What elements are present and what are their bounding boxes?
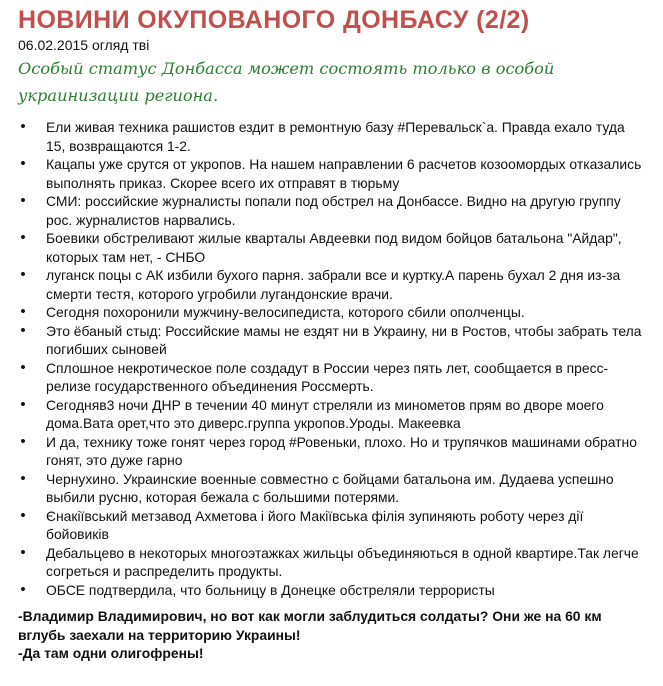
list-item-text: ОБСЕ подтвердила, что больницу в Донецке обстреляли террористы [46,581,495,598]
lead-quote: Особый статус Донбасса может состоять только в особой украинизации региона. [18,59,555,105]
closing-dialogue [18,607,618,663]
list-item-text: Боевики обстреливают жилые кварталы Авдеевки под видом бойцов батальона "Айдар", которых там нет, - СНБО [46,230,622,265]
bullet-icon: • [20,155,26,172]
bullet-icon: • [20,266,26,283]
list-item [18,322,646,359]
list-item [18,118,646,155]
bullet-icon: • [20,469,26,487]
list-item [18,396,646,433]
list-item-text: Чернухино. Украинские военные совместно с бойцами батальона им. Дудаева успешно выбили русню, которая бежала с большими потерями. [46,470,614,505]
list-item [18,155,646,192]
list-item [18,581,646,600]
dialogue-line: -Владимир Владимирович, но вот как могли заблудиться солдаты? Они же на 60 км вглубь заехали на территорию Украины! [18,608,602,643]
list-item-text: луганск поцы с АК избили бухого парня. забрали все и куртку.А парень бухал 2 дня из-за смерти тестя, которого угробили лугандонские врачи. [46,267,621,302]
list-item [18,192,646,229]
bullet-icon: • [20,395,26,413]
list-item [18,507,646,544]
bullet-icon: • [20,543,26,561]
page-title: НОВИНИ ОКУПОВАНОГО ДОНБАСУ (2/2) [18,6,530,34]
list-item-text: Сплошное некротическое поле создадут в России через пять лет, сообщается в пресс-релизе государственного объединения Россмерть. [46,359,609,394]
bullet-icon: • [20,358,26,376]
bullet-icon: • [20,303,26,320]
dialogue-line: -Да там одни олигофрены! [18,645,204,661]
list-item-text: Ели живая техника рашистов ездит в ремонтную базу #Перевальск`а. Правда ехало туда 15, возвращаются 1-2. [46,119,625,154]
list-item [18,544,646,581]
list-item [18,303,646,322]
bullet-icon: • [20,118,26,135]
list-item [18,266,646,303]
list-item-text: Єнакіївський метзавод Ахметова і його Макіївська філія зупиняють роботу через дії бойовиків [46,507,584,542]
list-item [18,229,646,266]
list-item [18,470,646,507]
list-item [18,359,646,396]
list-item-text: СМИ: российские журналисты попали под обстрел на Донбассе. Видно на другую группу рос. журналистов нарвались. [46,193,621,228]
post-meta: 06.02.2015 огляд тві [18,37,150,53]
bullet-icon: • [20,506,26,524]
list-item-text: Сегодня похоронили мужчину-велосипедиста, которого сбили ополченцы. [46,304,525,320]
bullet-icon: • [20,321,26,339]
bullet-icon: • [20,229,26,246]
list-item-text: И да, технику тоже гонят через город #Ровеньки, плохо. Но и трупячков машинами обратно гонят, это дуже гарно [46,433,637,468]
list-item-text: Сегодняв3 ночи ДНР в течении 40 минут стреляли из минометов прям во дворе моего дома.Вата орет,что это диверс.группа укропов.Уроды. Макеевка [46,396,604,431]
bullet-icon: • [20,432,26,450]
list-item-text: Это ёбаный стыд: Российские мамы не ездят ни в Украину, ни в Ростов, чтобы забрать тела погибших сыновей [46,322,642,357]
list-item-text: Кацапы уже срутся от укропов. На нашем направлении 6 расчетов козоомордых отказались выполнять приказ. Скорее всего их отправят в тюрьму [46,156,642,191]
news-list [18,118,658,599]
document-page [18,4,658,663]
bullet-icon: • [20,192,26,209]
bullet-icon: • [20,580,26,598]
list-item [18,433,646,470]
list-item-text: Дебальцево в некоторых многоэтажках жильцы объединяються в одной квартире.Так легче согреться и распределить продукты. [46,544,639,579]
